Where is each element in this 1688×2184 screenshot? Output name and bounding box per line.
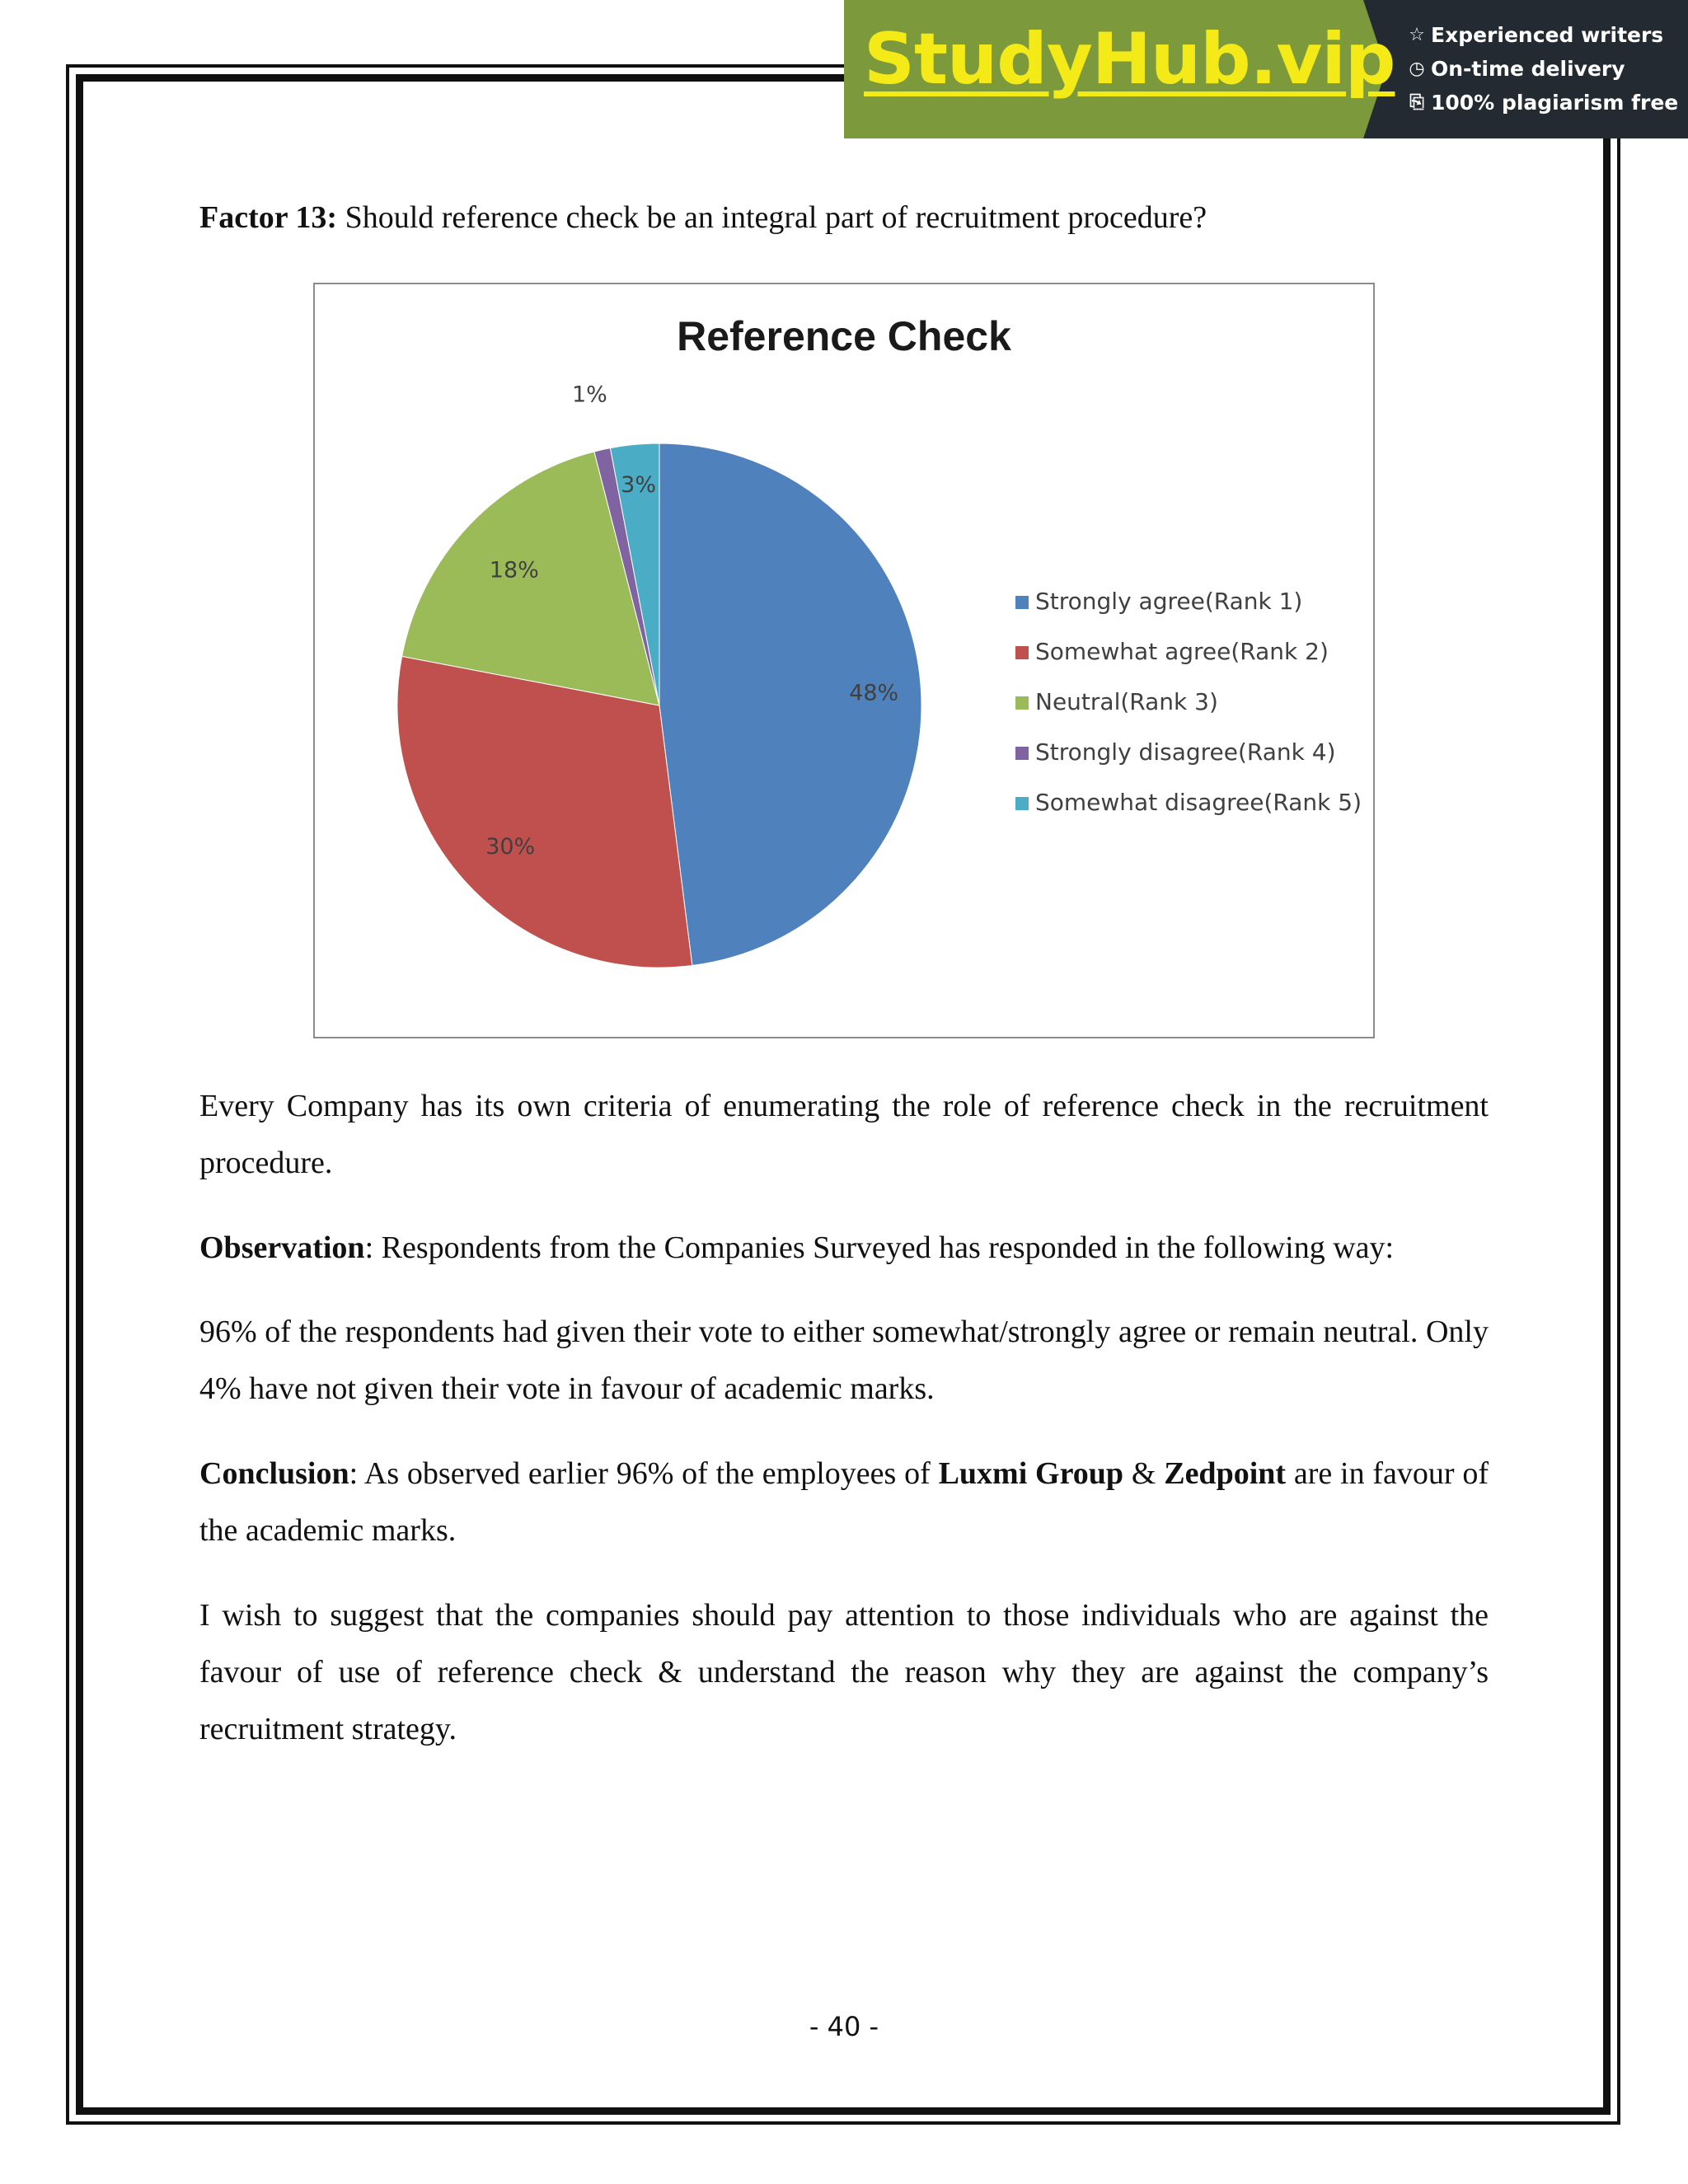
company-luxmi: Luxmi Group [938,1456,1124,1491]
slice-data-label: 3% [621,471,657,498]
slice-data-label: 18% [489,557,539,583]
banner-features [1386,0,1688,138]
copy-icon: ⎘ [1409,92,1424,113]
slice-data-label: 30% [485,833,536,860]
legend-label: Neutral(Rank 3) [1035,688,1218,715]
observation-label: Observation [199,1230,365,1265]
factor-heading [199,190,1489,246]
slice-data-label: 48% [849,680,899,706]
observation-paragraph [199,1220,1489,1277]
legend-label: Strongly disagree(Rank 4) [1035,738,1336,766]
factor-question: Should reference check be an integral part of recruitment procedure? [337,200,1207,235]
legend-swatch [1015,797,1029,810]
slice-data-label: 1% [571,382,607,408]
conclusion-amp: & [1123,1456,1165,1491]
conclusion-paragraph [199,1446,1489,1559]
conclusion-label: Conclusion [199,1456,349,1491]
legend-label: Somewhat agree(Rank 2) [1035,638,1329,665]
paragraph-suggestion-text: I wish to suggest that the companies should pay attention to those individuals who are against the favour of use of reference check & understand the reason why they are against the company’s recruitment strategy. [199,1598,1489,1746]
paragraph-suggestion [199,1587,1489,1758]
factor-label: Factor 13: [199,200,338,235]
banner-logo-area[interactable] [844,0,1395,138]
clock-icon: ◷ [1409,59,1425,79]
feature-plagiarism-free [1408,86,1688,120]
studyhub-banner[interactable] [844,0,1688,138]
paragraph-intro [199,1078,1489,1192]
legend-swatch [1015,696,1029,710]
company-zedpoint: Zedpoint [1164,1456,1287,1491]
paragraph-results-text: 96% of the respondents had given their vote to either somewhat/strongly agree or remain neutral. Only 4% have not given their vote in favour of academic marks. [199,1315,1489,1406]
paragraph-results [199,1304,1489,1418]
pie-chart-svg [315,284,1373,1037]
legend-label: Strongly agree(Rank 1) [1035,588,1303,615]
feature-label: On-time delivery [1431,57,1625,81]
page-number: - 40 - [809,2011,879,2042]
star-icon: ☆ [1409,25,1425,45]
studyhub-logo[interactable]: StudyHub.vip [864,18,1395,101]
feature-on-time-delivery [1408,52,1688,86]
feature-label: 100% plagiarism free [1431,91,1679,115]
conclusion-text-1: : As observed earlier 96% of the employees of [349,1456,939,1491]
legend-label: Somewhat disagree(Rank 5) [1035,789,1362,816]
reference-check-chart [313,283,1375,1038]
feature-label: Experienced writers [1431,23,1664,47]
chart-title: Reference Check [677,313,1011,359]
legend-swatch [1015,747,1029,760]
legend-swatch [1015,646,1029,659]
feature-experienced-writers [1408,18,1688,52]
paragraph-intro-text: Every Company has its own criteria of enumerating the role of reference check in the recruitment procedure. [199,1089,1489,1180]
observation-text: : Respondents from the Companies Surveyed has responded in the following way: [364,1230,1395,1265]
legend-swatch [1015,596,1029,609]
conclusion-text-2: are in favour of the academic marks. [199,1456,1489,1548]
